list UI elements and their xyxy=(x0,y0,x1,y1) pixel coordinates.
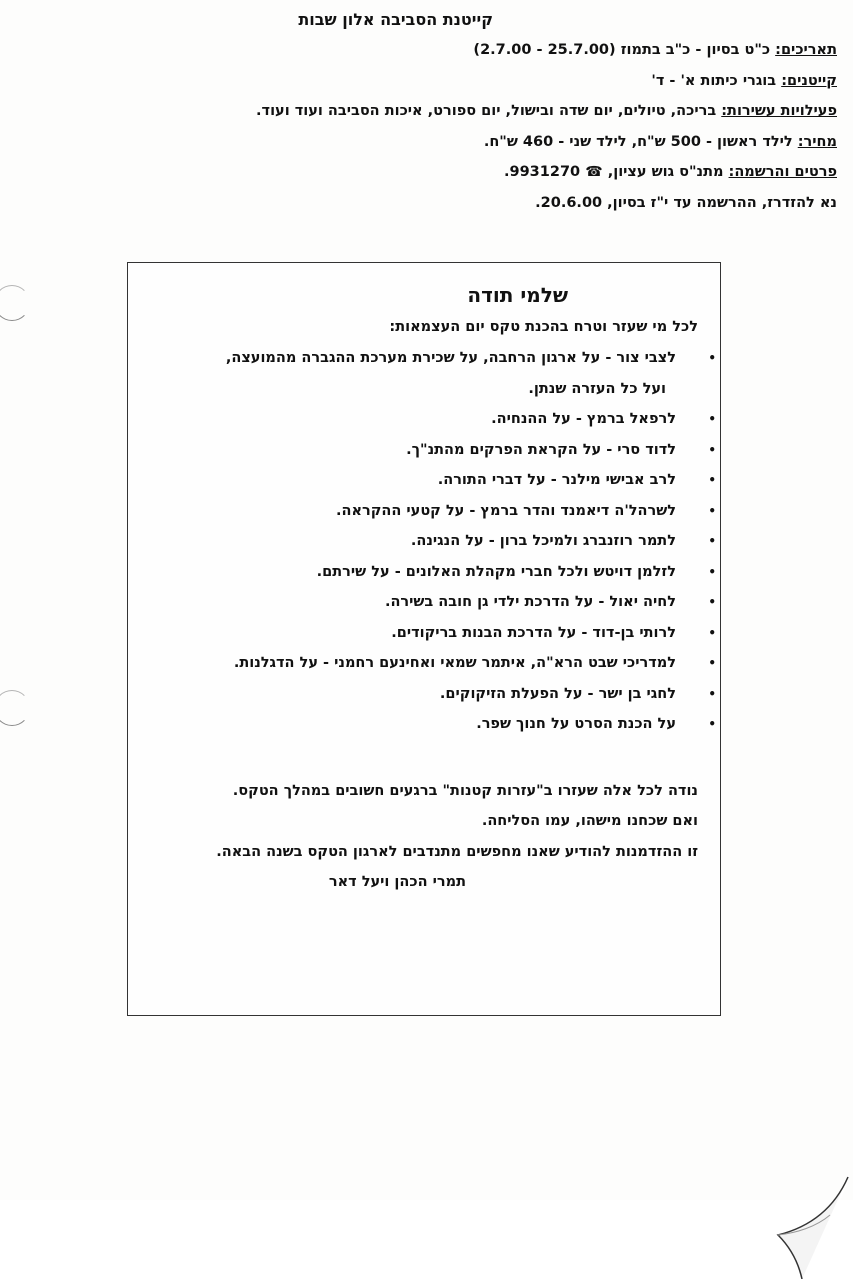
camp-campers-line xyxy=(37,66,837,97)
thanks-item-text: למדריכי שבט הרא"ה, איתמר שמאי ואחינעם רחמני - על הדגלנות. xyxy=(233,655,676,671)
camp-campers-value: בוגרי כיתות א' - ד' xyxy=(651,72,777,89)
thanks-closing xyxy=(138,776,698,898)
punch-hole-top xyxy=(0,285,30,321)
bullet-icon: • xyxy=(708,717,716,731)
page-curl-decoration xyxy=(776,1175,853,1279)
thanks-item-text: לרותי בן-דוד - על הדרכת הבנות בריקודים. xyxy=(391,624,676,641)
thanks-content xyxy=(138,283,716,898)
telephone-icon: ☎ xyxy=(585,164,603,180)
camp-dates-line xyxy=(37,35,837,66)
bullet-icon: • xyxy=(708,564,716,579)
thanks-item-text: לצבי צור - על ארגון הרחבה, על שכירת מערכת ההגברה מהמועצה, xyxy=(225,350,676,366)
thanks-item-text: לחגי בן ישר - על הפעלת הזיקוקים. xyxy=(439,685,676,702)
camp-info-section xyxy=(37,10,837,218)
thanks-item-text: לתמר רוזנברג ולמיכל ברון - על הנגינה. xyxy=(410,533,676,549)
bullet-icon: • xyxy=(708,442,716,457)
thanks-title: שלמי תודה xyxy=(467,283,568,307)
thanks-item-text: לחיה יאול - על הדרכת ילדי גן חובה בשירה. xyxy=(384,594,676,610)
camp-dates-value: כ"ט בסיון - כ"ב בתמוז (25.7.00 - 2.7.00) xyxy=(473,42,771,58)
camp-title: קייטנת הסביבה אלון שבות xyxy=(298,10,493,29)
camp-dates-label: תאריכים: xyxy=(775,42,837,58)
camp-price-label: מחיר: xyxy=(797,133,837,150)
thanks-closing-line-1: נודה לכל אלה שעזרו ב"עזרות קטנות" ברגעים חשובים במהלך הטקס. xyxy=(232,782,698,799)
camp-activities-value: בריכה, טיולים, יום שדה ובישול, יום ספורט, איכות הסביבה ועוד ועוד. xyxy=(256,103,717,119)
thanks-item xyxy=(138,343,716,404)
bullet-icon: • xyxy=(708,625,716,640)
thanks-intro: לכל מי שעזר וטרח בהכנת טקס יום העצמאות: xyxy=(389,319,698,335)
thanks-item-text: לזלמן דויטש ולכל חברי מקהלת האלונים - על שירתם. xyxy=(316,563,676,580)
thanks-item xyxy=(138,496,716,527)
bullet-icon: • xyxy=(708,686,716,701)
camp-registration-label: פרטים והרשמה: xyxy=(728,164,837,180)
thanks-list xyxy=(138,343,716,740)
thanks-closing-line-3: זו ההזדמנות להודיע שאנו מחפשים מתנדבים לארגון הטקס בשנה הבאה. xyxy=(216,843,698,860)
thanks-item xyxy=(138,618,716,649)
thanks-item-continuation: ועל כל העזרה שנתן. xyxy=(528,380,666,397)
bullet-icon: • xyxy=(708,595,716,609)
camp-phone-number: 9931270. xyxy=(503,164,581,180)
thanks-item xyxy=(138,587,716,618)
camp-registration-value: מתנ"ס גוש עציון, xyxy=(607,164,724,180)
thanks-item xyxy=(138,526,716,557)
thanks-item-text: לרב אבישי מילנר - על דברי התורה. xyxy=(437,472,676,488)
punch-hole-bottom xyxy=(0,690,30,726)
bullet-icon: • xyxy=(708,656,716,670)
thanks-signature: תמרי הכהן ויעל דאר xyxy=(328,874,466,890)
thanks-closing-line-2: ואם שכחנו מישהו, עמו הסליחה. xyxy=(481,813,698,829)
thanks-item xyxy=(138,557,716,588)
thanks-item xyxy=(138,679,716,710)
bullet-icon: • xyxy=(708,473,716,487)
thanks-item-text: לשרהל'ה דיאמנד והדר ברמץ - על קטעי ההקראה. xyxy=(335,502,676,519)
thanks-item-text: לדוד סרי - על הקראת הפרקים מהתנ"ך. xyxy=(406,441,676,458)
camp-deadline: נא להזדרז, ההרשמה עד י"ז בסיון, 20.6.00. xyxy=(535,194,837,211)
thanks-item-text: על הכנת הסרט על חנוך שפר. xyxy=(476,716,676,732)
thanks-item xyxy=(138,648,716,679)
thanks-item-text: לרפאל ברמץ - על ההנחיה. xyxy=(491,411,676,427)
bullet-icon: • xyxy=(708,503,716,518)
thanks-item xyxy=(138,404,716,435)
camp-price-line xyxy=(37,127,837,158)
camp-activities-label: פעילויות עשירות: xyxy=(721,103,837,119)
camp-campers-label: קייטנים: xyxy=(781,72,837,89)
thanks-item xyxy=(138,465,716,496)
camp-registration-line xyxy=(37,157,837,188)
thanks-item xyxy=(138,435,716,466)
thanks-box xyxy=(127,262,721,1016)
bullet-icon: • xyxy=(708,534,716,548)
thanks-item xyxy=(138,709,716,740)
camp-price-value: לילד ראשון - 500 ש"ח, לילד שני - 460 ש"ח. xyxy=(483,133,793,150)
bullet-icon: • xyxy=(708,412,716,426)
camp-activities-line xyxy=(37,96,837,127)
bullet-icon: • xyxy=(708,351,716,365)
